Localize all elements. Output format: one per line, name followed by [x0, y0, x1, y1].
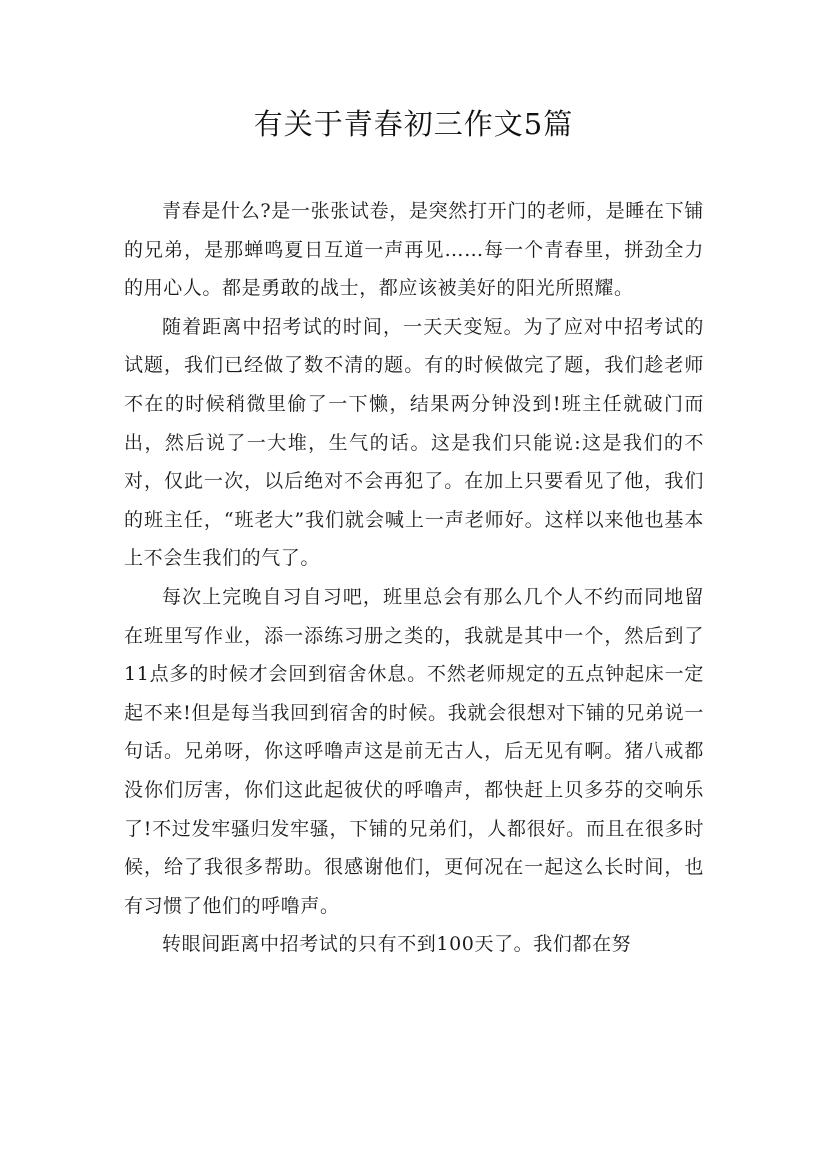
document-body: [124, 192, 704, 964]
paragraph-2: 随着距离中招考试的时间，一天天变短。为了应对中招考试的试题，我们已经做了数不清的题。有的时候做完了题，我们趁老师不在的时候稍微里偷了一下懒，结果两分钟没到!班主任就破门而出，然后说了一大堆，生气的话。这是我们只能说:这是我们的不对，仅此一次，以后绝对不会再犯了。在加上只要看见了他，我们的班主任，“班老大”我们就会喊上一声老师好。这样以来他也基本上不会生我们的气了。: [124, 315, 704, 570]
paragraph-3: 每次上完晚自习自习吧，班里总会有那么几个人不约而同地留在班里写作业，添一添练习册之类的，我就是其中一个，然后到了11点多的时候才会回到宿舍休息。不然老师规定的五点钟起床一定起不来!但是每当我回到宿舍的时候。我就会很想对下铺的兄弟说一句话。兄弟呀，你这呼噜声这是前无古人，后无见有啊。猪八戒都没你们厉害，你们这此起彼伏的呼噜声，都快赶上贝多芬的交响乐了!不过发牢骚归发牢骚，下铺的兄弟们，人都很好。而且在很多时候，给了我很多帮助。很感谢他们，更何况在一起这么长时间，也有习惯了他们的呼噜声。: [124, 585, 704, 917]
paragraph-1: 青春是什么?是一张张试卷，是突然打开门的老师，是睡在下铺的兄弟，是那蝉鸣夏日互道一声再见……每一个青春里，拼劲全力的用心人。都是勇敢的战士，都应该被美好的阳光所照耀。: [124, 200, 704, 300]
document-title: 有关于青春初三作文5篇: [253, 107, 574, 141]
paragraph-4: 转眼间距离中招考试的只有不到100天了。我们都在努: [162, 933, 632, 956]
